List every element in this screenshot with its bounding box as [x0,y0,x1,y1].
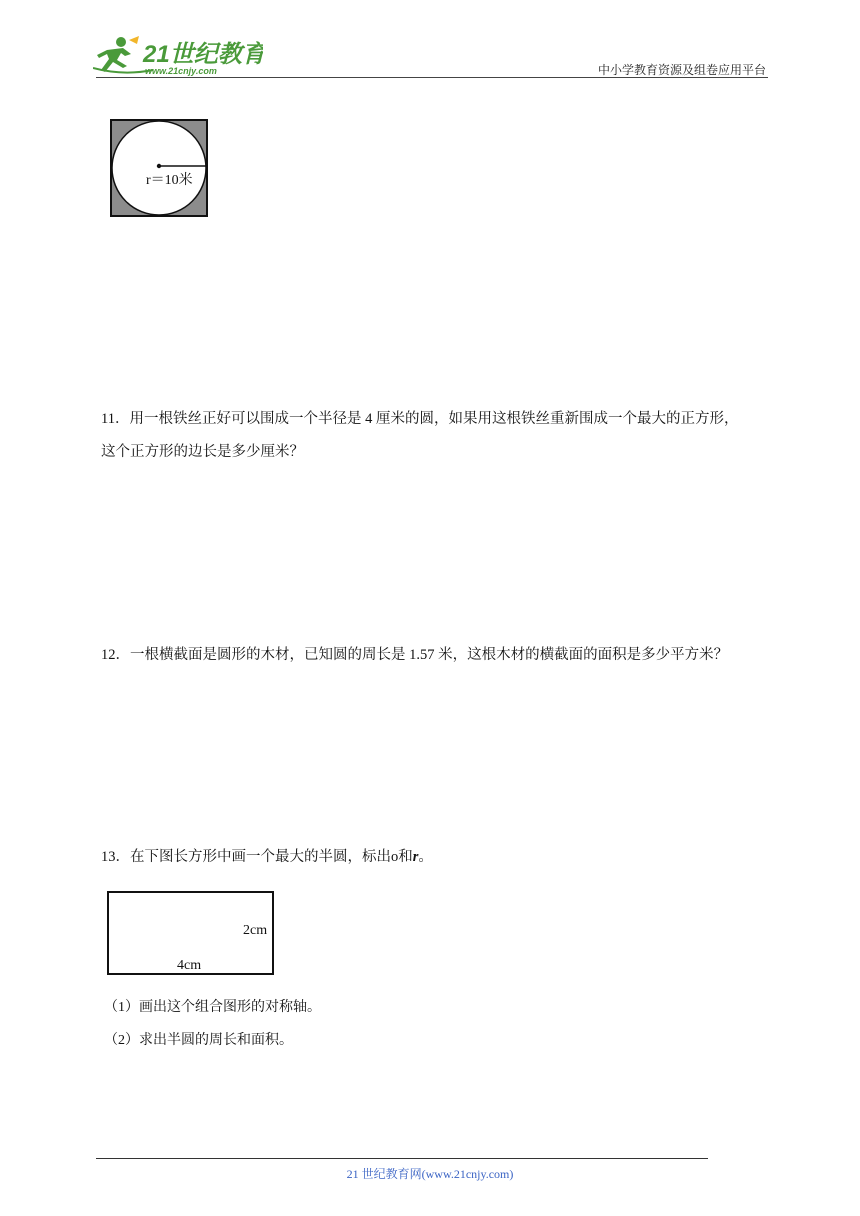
label-he: 和 [398,849,413,865]
question-12 [101,641,728,669]
rectangle-figure [107,891,275,977]
footer-divider [96,1158,708,1159]
question-13 [101,843,433,871]
circle-in-square-figure [110,119,208,217]
question-13-sub1: （1）画出这个组合图形的对称轴。 [104,1000,321,1015]
header-platform-text: 中小学教育资源及组卷应用平台 [597,63,766,77]
question-11-line1: 用一根铁丝正好可以围成一个半径是 4 厘米的圆，如果用这根铁丝重新围成一个最大的正方形， [129,411,739,427]
label-r: r [412,849,419,865]
runner-logo-icon [93,32,263,78]
site-logo [93,32,263,78]
rect-height-label: 2cm [243,923,268,938]
question-12-line1: 一根横截面是圆形的木材，已知圆的周长是 1.57 米，这根木材的横截面的面积是多少平方米？ [130,647,729,663]
radius-label: r＝10米 [146,173,193,188]
header-divider [96,77,768,78]
question-11-line2: 这个正方形的边长是多少厘米？ [101,444,304,460]
rect-width-label: 4cm [177,958,202,973]
question-13-end: 。 [418,849,433,865]
question-13-sub2: （2）求出半圆的周长和面积。 [104,1033,293,1048]
question-11-number: 11． [101,411,130,427]
question-12-number: 12． [101,647,130,663]
logo-text: 21世纪教育 [143,41,263,68]
logo-url: www.21cnjy.com [145,66,217,76]
question-11 [101,405,738,433]
footer-link[interactable]: 21 世纪教育网(www.21cnjy.com) [346,1167,514,1181]
question-13-text: 在下图长方形中画一个最大的半圆，标出 [130,849,391,865]
question-13-number: 13． [101,849,130,865]
label-o: o [391,849,399,865]
